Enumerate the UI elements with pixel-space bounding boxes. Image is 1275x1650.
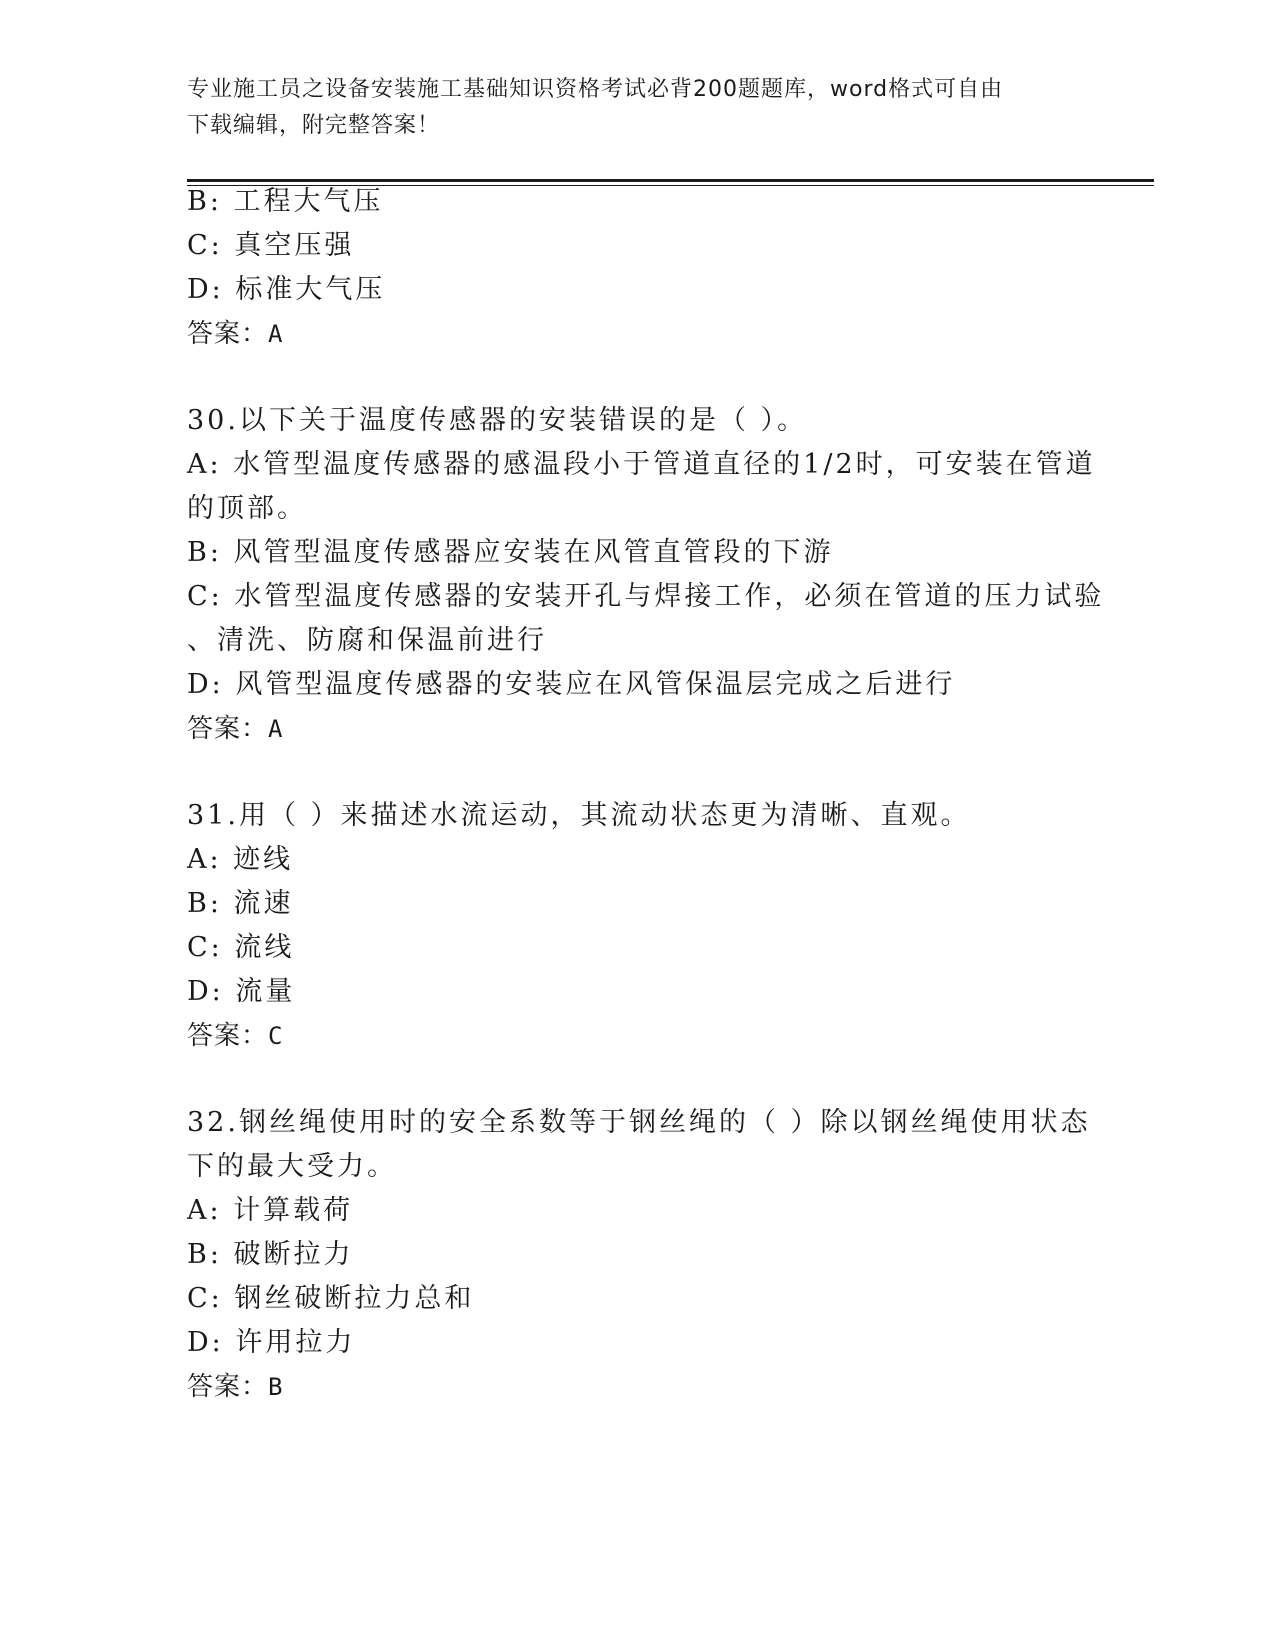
q31-option-b: B: 流速: [187, 888, 294, 919]
q32-option-b: B: 破断拉力: [187, 1239, 354, 1270]
q31-answer: [187, 1018, 283, 1054]
q30-option-d: D: 风管型温度传感器的安装应在风管保温层完成之后进行: [187, 669, 956, 700]
document-header: [187, 72, 1067, 144]
q30-answer: [187, 711, 283, 747]
answer-label: 答案：: [187, 319, 269, 349]
answer-label: 答案：: [187, 714, 269, 744]
q30-option-a-line-2: 的顶部。: [187, 493, 307, 524]
q32-stem-line-1: 32.钢丝绳使用时的安全系数等于钢丝绳的（ ）除以钢丝绳使用状态: [187, 1107, 1091, 1138]
q31-option-d: D: 流量: [187, 976, 296, 1007]
header-line-1: 专业施工员之设备安装施工基础知识资格考试必背200题题库，word格式可自由: [187, 77, 1004, 102]
answer-value: A: [268, 715, 284, 743]
answer-value: A: [268, 320, 284, 348]
answer-value: B: [268, 1373, 284, 1401]
answer-value: C: [268, 1022, 284, 1050]
q29-option-b: B: 工程大气压: [187, 186, 384, 217]
q32-option-a: A: 计算载荷: [187, 1195, 354, 1226]
q32-option-d: D: 许用拉力: [187, 1327, 356, 1358]
q30-option-c-line-1: C: 水管型温度传感器的安装开孔与焊接工作，必须在管道的压力试验: [187, 581, 1105, 612]
q30-stem: 30.以下关于温度传感器的安装错误的是（ ）。: [187, 405, 808, 436]
q30-option-b: B: 风管型温度传感器应安装在风管直管段的下游: [187, 537, 834, 568]
q30-option-c-line-2: 、清洗、防腐和保温前进行: [187, 625, 547, 656]
q32-answer: [187, 1369, 283, 1405]
q32-option-c: C: 钢丝破断拉力总和: [187, 1283, 475, 1314]
header-line-2: 下载编辑，附完整答案！: [187, 113, 441, 138]
q31-option-a: A: 迹线: [187, 844, 294, 875]
answer-label: 答案：: [187, 1372, 269, 1402]
q29-option-d: D: 标准大气压: [187, 274, 386, 305]
q32-stem-line-2: 下的最大受力。: [187, 1151, 397, 1182]
q30-option-a-line-1: A: 水管型温度传感器的感温段小于管道直径的1/2时，可安装在管道: [187, 449, 1096, 480]
q29-option-c: C: 真空压强: [187, 230, 355, 261]
q31-stem: 31.用（ ）来描述水流运动，其流动状态更为清晰、直观。: [187, 800, 971, 831]
header-divider-thick: [187, 179, 1154, 182]
q29-answer: [187, 316, 283, 352]
q31-option-c: C: 流线: [187, 932, 295, 963]
answer-label: 答案：: [187, 1021, 269, 1051]
